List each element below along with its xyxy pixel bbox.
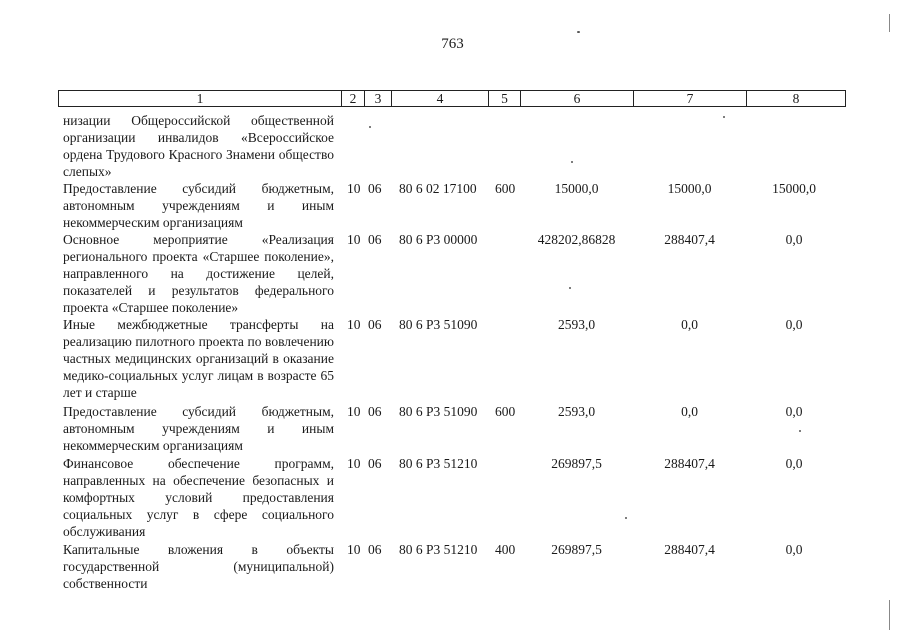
row-amount-col7: 288407,4 bbox=[664, 542, 715, 557]
row-subsection: 06 bbox=[368, 232, 382, 247]
row-amount-col7: 15000,0 bbox=[667, 181, 712, 196]
header-col-1: 1 bbox=[58, 90, 341, 107]
scan-speck bbox=[625, 517, 627, 519]
header-col-4: 4 bbox=[391, 90, 488, 107]
row-amount-col6: 269897,5 bbox=[551, 456, 602, 471]
scan-speck bbox=[571, 161, 573, 163]
row-amount-col7: 0,0 bbox=[681, 317, 698, 332]
row-section: 10 bbox=[347, 232, 361, 247]
row-description: низации Общероссийской общественной организации инвалидов «Всероссийское ордена Трудового Красного Знамени общество слепых» bbox=[63, 113, 334, 179]
scan-speck bbox=[577, 31, 580, 33]
row-target-article: 80 6 Р3 51210 bbox=[399, 542, 478, 557]
row-amount-col8: 0,0 bbox=[785, 232, 803, 247]
scan-speck bbox=[569, 287, 571, 289]
row-section: 10 bbox=[347, 456, 361, 471]
row-amount-col7: 288407,4 bbox=[664, 456, 715, 471]
header-col-6: 6 bbox=[520, 90, 633, 107]
header-col-3: 3 bbox=[364, 90, 391, 107]
row-target-article: 80 6 Р3 00000 bbox=[399, 232, 478, 247]
scan-speck bbox=[799, 430, 801, 432]
row-amount-col6: 2593,0 bbox=[557, 404, 596, 419]
row-subsection: 06 bbox=[368, 542, 382, 557]
row-amount-col6: 428202,86828 bbox=[537, 232, 616, 247]
row-amount-col7: 288407,4 bbox=[664, 232, 715, 247]
row-amount-col6: 269897,5 bbox=[551, 542, 602, 557]
row-target-article: 80 6 Р3 51090 bbox=[399, 317, 478, 332]
scan-edge-mark bbox=[889, 14, 890, 32]
row-subsection: 06 bbox=[368, 456, 382, 471]
row-amount-col6: 2593,0 bbox=[557, 317, 596, 332]
row-expense-type: 600 bbox=[495, 181, 516, 196]
row-subsection: 06 bbox=[368, 317, 382, 332]
row-description: Предоставление субсидий бюджетным, автономным учреждениям и иным некоммерческим организациям bbox=[63, 181, 334, 230]
row-subsection: 06 bbox=[368, 181, 382, 196]
row-description: Капитальные вложения в объекты государственной (муниципальной) собственности bbox=[63, 542, 334, 591]
row-target-article: 80 6 02 17100 bbox=[399, 181, 477, 196]
row-target-article: 80 6 Р3 51090 bbox=[399, 404, 478, 419]
row-expense-type: 400 bbox=[495, 542, 516, 557]
row-description: Финансовое обеспечение программ, направленных на обеспечение безопасных и комфортных условий предоставления социальных услуг в сфере социального обслуживания bbox=[63, 456, 334, 539]
header-col-8: 8 bbox=[746, 90, 846, 107]
row-section: 10 bbox=[347, 181, 361, 196]
row-amount-col8: 0,0 bbox=[785, 404, 803, 419]
scan-edge-mark bbox=[889, 600, 890, 630]
row-section: 10 bbox=[347, 317, 361, 332]
row-description: Иные межбюджетные трансферты на реализацию пилотного проекта по вовлечению частных медицинских организаций в оказание медико-социальных услуг лицам в возрасте 65 лет и старше bbox=[63, 317, 334, 400]
row-amount-col8: 0,0 bbox=[785, 542, 803, 557]
row-expense-type: 600 bbox=[495, 404, 516, 419]
header-col-7: 7 bbox=[633, 90, 746, 107]
row-amount-col7: 0,0 bbox=[681, 404, 698, 419]
row-amount-col8: 0,0 bbox=[785, 317, 803, 332]
row-amount-col8: 0,0 bbox=[785, 456, 803, 471]
row-section: 10 bbox=[347, 404, 361, 419]
page-number: 763 bbox=[441, 36, 464, 52]
row-description: Предоставление субсидий бюджетным, автономным учреждениям и иным некоммерческим организациям bbox=[63, 404, 334, 453]
row-description: Основное мероприятие «Реализация регионального проекта «Старшее поколение», направленного на достижение целей, показателей и результатов федерального проекта «Старшее поколение» bbox=[63, 232, 334, 315]
row-section: 10 bbox=[347, 542, 361, 557]
row-target-article: 80 6 Р3 51210 bbox=[399, 456, 478, 471]
row-amount-col8: 15000,0 bbox=[772, 181, 816, 196]
scan-speck bbox=[369, 126, 371, 128]
header-col-2: 2 bbox=[341, 90, 364, 107]
row-subsection: 06 bbox=[368, 404, 382, 419]
scan-speck bbox=[723, 116, 725, 118]
header-col-5: 5 bbox=[488, 90, 520, 107]
row-amount-col6: 15000,0 bbox=[554, 181, 599, 196]
